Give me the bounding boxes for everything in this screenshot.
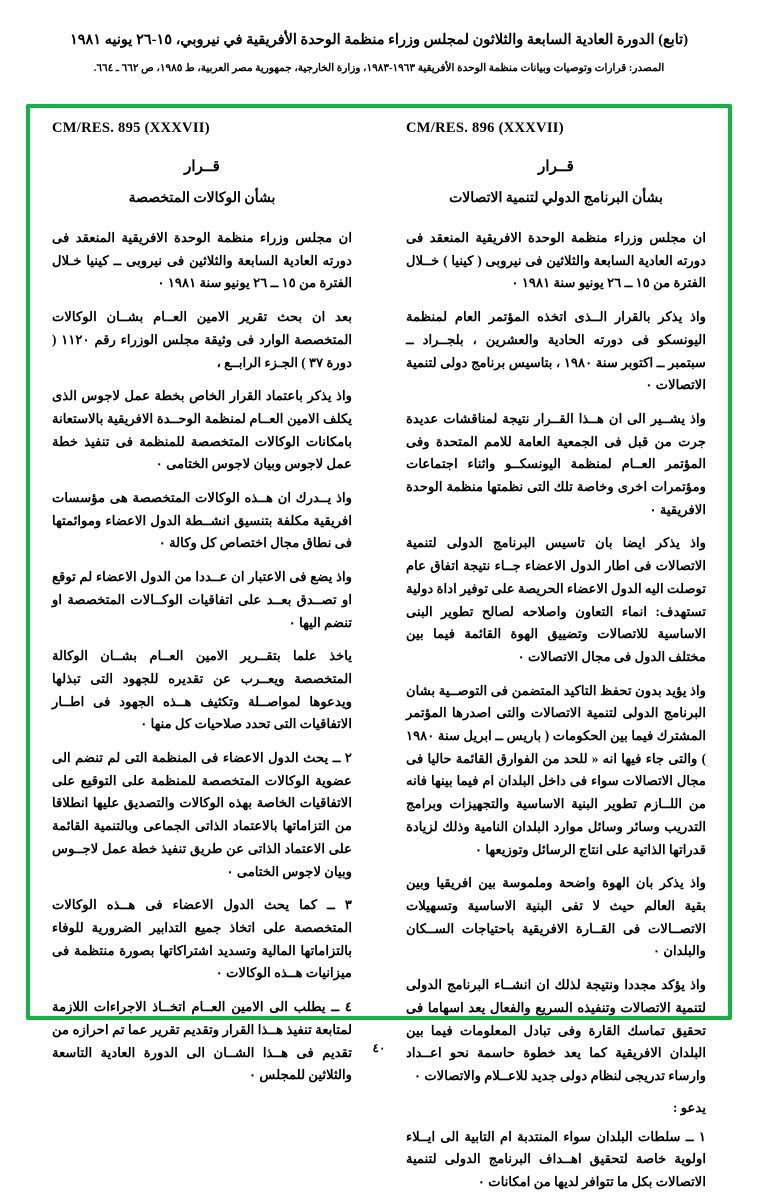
- paragraph: ٤ ــ يطلب الى الامين العــام اتخــاذ الاجراءات اللازمة لمتابعة تنفيذ هــذا القرار وتقديم تقرير عما تم احرازه من تقديم فى هــذا الشــان الى الدورة العادية التاسعة والثلاثين للمجلس ٠: [52, 999, 352, 1083]
- paragraph: واذ يشــير الى ان هــذا القــرار نتيجة لمناقشات عديدة جرت من قبل فى الجمعية العامة للامم المتحدة وفى المؤتمر العــام لمنظمة اليونسكــو واثناء اجتماعات ومؤتمرات اخرى وخاصة تلك التى نظمتها منظمة الوحدة الافريقية ٠: [406, 410, 706, 517]
- subject-heading-right: بشأن الوكالات المتخصصة: [128, 191, 276, 206]
- paragraph: واذ يؤيد بدون تحفظ التاكيد المتضمن فى التوصــية بشان البرنامج الدولى لتنمية الاتصالات والتى اصدرها المؤتمر المشترك فيما بين الحكومات ( باريس ــ ابريل سنة ١٩٨٠ ) والتى جاء فيها انه « للحد من الفوارق القائمة حاليا فى مجال الاتصالات سواء فى داخل البلدان ام فيما بينها فانه من اللــازم تطوير البنية الاساسية والتجهيزات وبرامج التدريب وسائر وسائل موارد البلدان النامية وذلك لزيادة قدراتها الذاتية على انتاج الرسائل وتوزيعها ٠: [406, 682, 706, 857]
- qarar-heading-right: قــرار: [184, 159, 220, 175]
- paragraph: واذ يذكر بالقرار الــذى اتخذه المؤتمر العام لمنظمة اليونسكو فى دورته الحادية والعشرين ، بلجــراد ــ سبتمبر ــ اكتوبر سنة ١٩٨٠ ، بتاسيس برنامج دولى لتنمية الاتصالات ٠: [406, 309, 706, 393]
- column-left-resolution-896: [392, 116, 720, 1190]
- column-right-resolution-895: [38, 116, 366, 1083]
- header-source: المصدر: قرارات وتوصيات وبيانات منظمة الوحدة الأفريقية ١٩٦٣-١٩٨٣، وزارة الخارجية، جمهورية مصر العربية، ط ١٩٨٥، ص ٦٦٢ ـ ٦٦٤.: [93, 62, 665, 74]
- paragraph: ان مجلس وزراء منظمة الوحدة الافريقية المنعقد فى دورته العادية السابعة والثلاثين فى نيروبى ( كينيا ) خــلال الفترة من ١٥ ــ ٢٦ يونيو سنة ١٩٨١ ٠: [406, 230, 706, 291]
- resolution-id-896: CM/RES. 896 (XXXVII): [406, 120, 564, 136]
- qarar-heading-left: قــرار: [538, 159, 574, 175]
- numbered-item: ١ ــ سلطات البلدان سواء المنتدبة ام التابية الى ايــلاء اولوية خاصة لتحقيق اهــداف البرنامج الدولى لتنمية الاتصالات بكل ما تتوافر لديها من امكانات ٠: [406, 1128, 706, 1190]
- paragraph: واذ يضع فى الاعتبار ان عــددا من الدول الاعضاء لم توقع او تصــدق بعــد على اتفاقيات الوكــالات المتخصصة او تنضم اليها ٠: [52, 569, 352, 630]
- paragraph: واذ يــدرك ان هــذه الوكالات المتخصصة هى مؤسسات افريقية مكلفة بتنسيق انشــطة الدول الاعضاء وموائمتها فى نطاق مجال اختصاص كل وكالة ٠: [52, 490, 352, 551]
- paragraph: واذ يؤكد مجددا ونتيجة لذلك ان انشــاء البرنامج الدولى لتنمية الاتصالات وتنفيذه السريع والفعال يعد اسهاما فى تحقيق تماسك القارة وفى تبادل المعلومات فيما بين البلدان الافريقية كما يعد خطوة حاسمة نحو اعــداد وارساء تدريجى لنظام دولى جديد للاعــلام والاتصالات ٠: [406, 977, 706, 1083]
- header-title: (تابع) الدورة العادية السابعة والثلاثون لمجلس وزراء منظمة الوحدة الأفريقية في نيروبي، ١٥-٢٦ يونيه ١٩٨١: [69, 32, 689, 48]
- paragraph: واذ يذكر بان الهوة واضحة وملموسة بين افريقيا وبين بقية العالم حيث لا تفى البنية الاساسية وتسهيلات الاتصــالات فى القــارة الافريقية باحتياجات الســكان والبلدان ٠: [406, 875, 706, 959]
- paragraph: ٢ ــ يحث الدول الاعضاء فى المنظمة التى لم تنضم الى عضوية الوكالات المتخصصة للمنظمة على التوقيع على الاتفاقيات الخاصة بهذه الوكالات والتصديق عليها انطلاقا من التزاماتها بالاعتماد الذاتى الجماعى وبالتنمية القائمة على الاعتماد الذاتى عن طريق تنفيذ خطة عمل لاجــوس وبيان لاجوس الختامى ٠: [52, 750, 352, 879]
- paragraph: ٣ ــ كما يحث الدول الاعضاء فى هــذه الوكالات المتخصصة على اتخاذ جميع التدابير الضرورية للوفاء بالتزاماتها المالية وتسديد اشتراكاتها بصورة منتظمة فى ميزانيات هــذه الوكالات ٠: [52, 897, 352, 981]
- paragraph: ياخذ علما بتقــرير الامين العــام بشــان الوكالة المتخصصة ويعــرب عن تقديره للجهود التى تبذلها ويدعوها لمواصــلة وتكثيف هــذه الجهود فى اطــار الاتفاقيات التى تحدد صلاحيات كل منها ٠: [52, 648, 352, 732]
- paragraph: ان مجلس وزراء منظمة الوحدة الافريقية المنعقد فى دورته العادية السابعة والثلاثين فى نيروبى ــ كينيا خـلال الفترة من ١٥ ــ ٢٦ يونيو سنة ١٩٨١ ٠: [52, 230, 352, 291]
- paragraph: واذ يذكر ايضا بان تاسيس البرنامج الدولى لتنمية الاتصالات فى اطار الدول الاعضاء جــاء نتيجة اتفاق عام توصلت اليه الدول الاعضاء الحريصة على توفير اداة دولية تستهدف: انماء التعاون واصلاحه لصالح تطوير البنى الاساسية للاتصالات وتضييق الهوة القائمة فيما بين مختلف الدول فى مجال الاتصالات ٠: [406, 535, 706, 664]
- subject-heading-left: بشأن البرنامج الدولي لتنمية الاتصالات: [449, 191, 663, 206]
- paragraph: بعد ان بحث تقرير الامين العــام بشــان الوكالات المتخصصة الوارد فى وثيقة مجلس الوزراء رقم ١١٢٠ ( دورة ٣٧ ) الجـزء الرابــع ،: [52, 309, 352, 370]
- dao-label: يدعو :: [673, 1099, 706, 1115]
- paragraph: واذ يذكر باعتماد القرار الخاص بخطة عمل لاجوس الذى يكلف الامين العــام لمنظمة الوحــدة الافريقية بالاستعانة بامكانات الوكالات المتخصصة للمنظمة فى تنفيذ خطة عمل لاجوس وبيان لاجوس الختامى ٠: [52, 388, 352, 472]
- resolution-id-895: CM/RES. 895 (XXXVII): [52, 120, 210, 136]
- page-header: [0, 0, 758, 77]
- page-number: ٤٠: [372, 1041, 386, 1055]
